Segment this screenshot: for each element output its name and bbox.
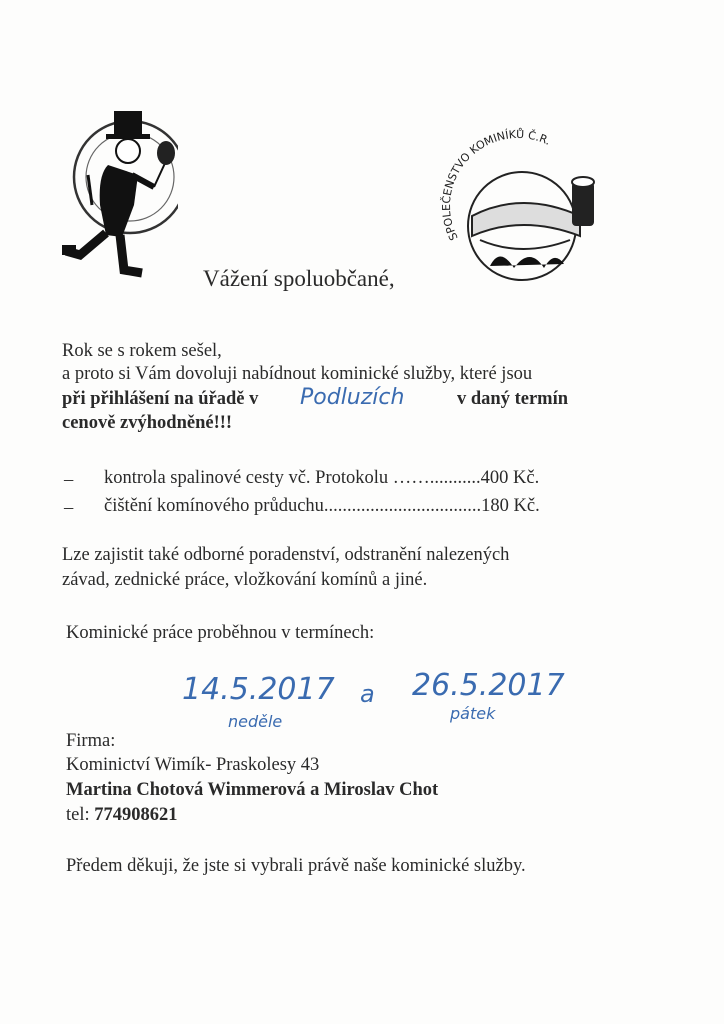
handwritten-place: Podluzích [300, 385, 405, 410]
closing-text: Předem děkuji, že jste si vybrali právě naše kominické služby. [66, 856, 526, 876]
handwritten-date-2: 26.5.2017 [412, 668, 565, 703]
intro-line-3-start: při přihlášení na úřadě v [62, 389, 259, 409]
company-name: Kominictví Wimík- Praskolesy 43 [66, 755, 320, 775]
dates-intro: Kominické práce proběhnou v termínech: [66, 623, 375, 643]
company-label: Firma: [66, 731, 116, 751]
handwritten-date-1: 14.5.2017 [182, 672, 335, 707]
company-phone-row [66, 805, 178, 826]
handwritten-connector: a [360, 680, 375, 708]
intro-line-3-end: v daný termín [457, 389, 568, 409]
service-2-text: čištění komínového průduchu..................................180 Kč. [104, 496, 540, 516]
service-1-text: kontrola spalinové cesty vč. Protokolu ……...........400 Kč. [104, 468, 540, 488]
greeting: Vážení spoluobčané, [203, 266, 395, 291]
intro-line-2: a proto si Vám dovoluji nabídnout kominické služby, které jsou [62, 364, 533, 384]
company-owners: Martina Chotová Wimmerová a Miroslav Chot [66, 780, 439, 800]
phone-label: tel: [66, 805, 90, 825]
intro-line-1: Rok se s rokem sešel, [62, 341, 222, 361]
intro-line-4: cenově zvýhodněné!!! [62, 413, 233, 433]
additional-line-1: Lze zajistit také odborné poradenství, odstranění nalezených [62, 545, 510, 565]
handwritten-day-2: pátek [450, 704, 496, 723]
additional-line-2: závad, zednické práce, vložkování komínů a jiné. [62, 570, 428, 590]
service-1-dash: – [64, 470, 74, 490]
chimney-sweep-illustration [58, 105, 178, 280]
service-2-dash: – [64, 498, 74, 518]
handwritten-day-1: neděle [228, 712, 283, 731]
svg-text:SPOLEČENSTVO KOMINÍKŮ Č.R.: SPOLEČENSTVO KOMINÍKŮ Č.R. [439, 127, 553, 243]
guild-seal-logo [430, 118, 615, 288]
phone-number: 774908621 [94, 805, 178, 825]
